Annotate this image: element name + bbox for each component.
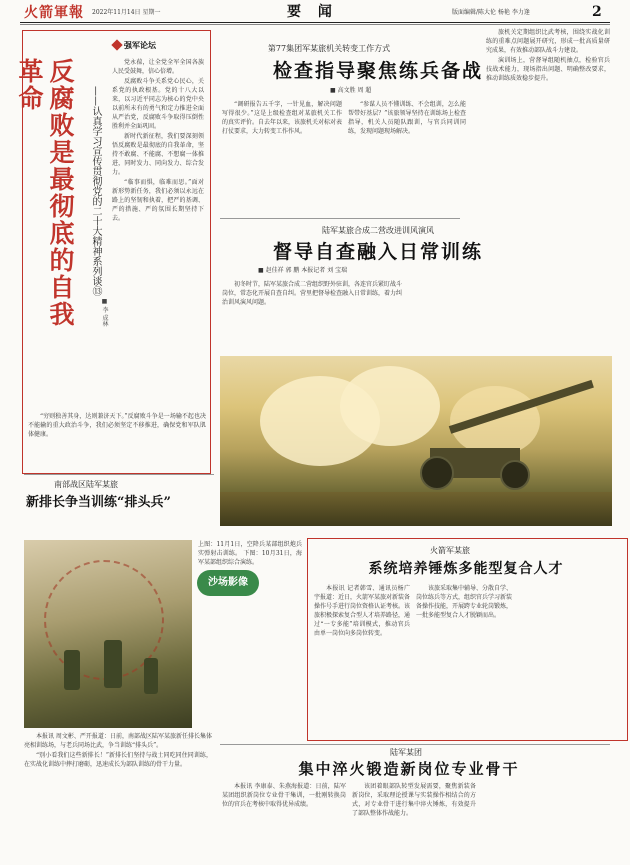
paragraph: “穷则独善其身，达则兼济天下。”反腐败斗争是一场输不起也决不能输的重大政治斗争，我们必须坚定不移推进，确保党和军队肌体健康。: [28, 413, 206, 438]
paragraph: 初冬时节，陆军某旅合成二营组织野外驻训，各连官兵紧盯战斗岗位，常态化开展自查自纠。营里把督导检查融入日常训练，着力纠治训风演风问题。: [222, 281, 402, 306]
gun-wheel: [420, 456, 454, 490]
paragraph: 本报讯 李康泰、朱燕海报道：日前，陆军某团组织新岗位专业骨干集训，一批刚转换岗位的官兵在考核中取得优异成绩。: [222, 783, 346, 808]
article2-headline[interactable]: 督导自查融入日常训练: [272, 241, 483, 263]
paragraph: 演训场上，营督导组随机抽点，检验官兵技战术能力，现场指出问题、明确整改要求，推动训练质效稳步提升。: [486, 57, 610, 82]
soldier-figure: [144, 658, 158, 694]
commentary-headline[interactable]: 反腐败是最彻底的自我革命: [15, 58, 75, 328]
article4-col1: [314, 584, 410, 736]
commentary-badge: 强军论坛: [124, 40, 156, 50]
article1-kicker: 第77集团军某旅机关转变工作方式: [267, 44, 391, 53]
training-photo[interactable]: [24, 540, 192, 728]
page-number: 2: [592, 4, 602, 20]
section-title: 要 闻: [287, 4, 338, 20]
article4-kicker: 火箭军某旅: [430, 546, 470, 555]
paragraph: “调研报告五千字，一针见血，解决问题写得很少。”这是上级检查组对某旅机关工作的真实评价。自去年以来，该旅机关对标对表打仗要求，大力转变工作作风。: [222, 101, 342, 135]
article4-col3: [518, 584, 622, 736]
article5-col2: [352, 782, 476, 860]
caption-text: 上图：11月1日，空降兵某部组织炮兵实弹射击训练。 下图：10月31日，海军某部组织综合演练。: [198, 541, 302, 566]
header-rule-thin: [20, 24, 610, 25]
artillery-photo[interactable]: [220, 356, 612, 526]
article2-col1: [222, 280, 402, 352]
article3-body: [24, 732, 212, 858]
paragraph: “临事而惧，临难而思。”面对新形势新任务，我们必须以永远在路上的坚韧和执着，把严的基调、严的措施、严的氛围长期坚持下去。: [112, 179, 204, 222]
soldier-figure: [64, 650, 80, 690]
article3-lead-2: [120, 518, 210, 536]
article4-col2: [416, 584, 512, 736]
article5-col3: [482, 782, 608, 860]
article5-headline[interactable]: 集中淬火锻造新岗位专业骨干: [298, 760, 520, 778]
paragraph: 本报讯 记者韩雪、通讯员杨广宇报道：近日，火箭军某旅对新装备操作号手进行岗位资格认证考核。该旅积极探索复合型人才培养路径，通过“一专多能”培训模式，推动官兵由单一岗位向多岗位转变。: [314, 585, 410, 637]
paragraph: 党永葆，让全党全军全国各族人民受鼓舞，信心倍增。: [112, 59, 204, 75]
section-divider: [24, 474, 214, 475]
commentary-author: ■ 李 成林: [101, 298, 108, 327]
smoke-cloud: [340, 366, 440, 446]
page-editors: 版面编辑/陈大伦 杨艳 李力逢: [452, 9, 530, 16]
article5-col1: [222, 782, 346, 860]
paragraph: “别小看我们这些新排长！”新排长们坚持与战士同吃同住同训练，在实战化训练中摔打磨砺，迅速成长为部队训练的骨干力量。: [24, 752, 212, 768]
article-divider: [220, 218, 460, 219]
article3-headline[interactable]: 新排长争当训练“排头兵”: [26, 495, 171, 510]
article2-byline: ■ 赵佳祥 郭 鹏 本报记者 刘 宝瑞: [258, 267, 348, 274]
header-rule: [20, 22, 610, 23]
article1-byline: ■ 高文胜 周 超: [330, 87, 372, 94]
article4-headline[interactable]: 系统培养锤炼多能型复合人才: [368, 561, 564, 577]
gun-wheel: [500, 460, 530, 490]
paragraph: 该团着眼部队转型发展需要，聚焦新装备新岗位，采取理论授课与实装操作相结合的方式，对专业骨干进行集中淬火锤炼，有效提升了部队整体作战能力。: [352, 783, 476, 817]
article5-kicker: 陆军某团: [390, 748, 422, 757]
soldier-figure: [104, 640, 122, 688]
article1-col1: [222, 100, 342, 212]
commentary-subtitle: ——认真学习宣传贯彻党的二十大精神系列谈⑬: [90, 86, 101, 296]
paragraph: 反腐败斗争关系党心民心，关系党的执政根基。党的十八大以来，以习近平同志为核心的党中央以前所未有的勇气和定力推进全面从严治党，反腐败斗争取得压倒性胜利并全面巩固。: [112, 78, 204, 130]
article3-kicker: 南部战区陆军某旅: [54, 480, 118, 489]
photo-ground: [220, 492, 612, 526]
paragraph: 该旅采取集中辅导、分散自学、岗位练兵等方式，组织官兵学习新装备操作技能，开展跨专业轮岗锻炼，一批多能型复合人才脱颖而出。: [416, 585, 512, 619]
paragraph: 新时代新征程，我们要深刻领悟反腐败是最彻底的自我革命，坚持不敢腐、不能腐、不想腐一体推进，同时发力、同向发力、综合发力。: [112, 133, 204, 176]
issue-date: 2022年11月14日 星期一: [92, 9, 161, 16]
right-column-text: [486, 28, 610, 348]
article2-kicker: 陆军某旅合成二营改进训风演风: [322, 226, 434, 235]
paragraph: 旅机关定期组织比武考核，围绕实战化训练的重难点问题展开研究，形成一批高质量研究成果，有效推动部队战斗力建设。: [486, 29, 610, 54]
article1-col2: [348, 100, 466, 212]
commentary-body: [112, 58, 204, 394]
photo-column-logo: 沙场影像: [197, 570, 259, 596]
paragraph: 本报讯 周文彬、严开报道：日前，南部战区陆军某旅新任排长集体亮相训练场，与老兵同场比武，争当训练“排头兵”。: [24, 733, 212, 749]
section-divider: [220, 744, 610, 745]
photo-caption: [198, 540, 302, 700]
article1-headline[interactable]: 检查指导聚焦练兵备战: [272, 60, 483, 82]
paragraph: “参谋人员不懂训练、不会组训，怎么能帮带好基层？”该旅领导坚持在训练场上检查指导，机关人员随队跟训，与官兵同训同练，发现问题现场解决。: [348, 101, 466, 135]
commentary-closing: [28, 412, 206, 468]
masthead: 火箭軍報: [24, 5, 84, 21]
article3-lead: [24, 518, 114, 536]
